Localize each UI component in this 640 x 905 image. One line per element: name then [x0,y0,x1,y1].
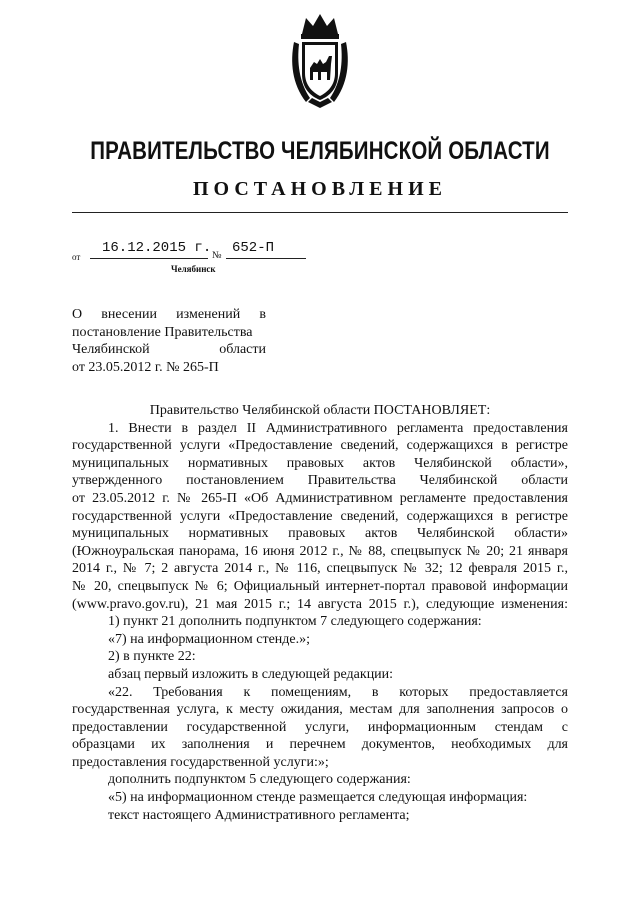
subject-line: постановление Правительства [72,324,253,340]
government-title: ПРАВИТЕЛЬСТВО ЧЕЛЯБИНСКОЙ ОБЛАСТИ [90,137,550,165]
body-line: государственная услуга, к месту ожидания, местам для заполнения запросов о [72,702,568,718]
body-line: дополнить подпунктом 5 следующего содержания: [108,772,411,788]
body-line: «22. Требования к помещениям, в которых предоставляется [108,684,568,700]
body-line: «7) на информационном стенде.»; [108,631,311,647]
body-line: 2) в пункте 22: [108,649,196,665]
body-line: 2014 г., № 7; 2 августа 2014 г., № 116, спецвыпуск № 32; 12 февраля 2015 г., [72,561,568,577]
body-line: муниципальных нормативных правовых актов Челябинской области», [72,455,568,471]
number-label: № [212,250,222,261]
body-line: текст настоящего Административного регламента; [108,807,410,823]
subject-block [72,306,266,376]
body-line: государственной услуги «Предоставление сведений, содержащихся в регистре [72,438,568,454]
body-line: государственной услуги «Предоставление сведений, содержащихся в регистре [72,508,568,524]
city-label: Челябинск [171,264,216,274]
body-line: (Южноуральская панорама, 16 июня 2012 г., № 88, спецвыпуск № 20; 21 января [72,543,568,559]
body-line: 1) пункт 21 дополнить подпунктом 7 следующего содержания: [108,614,482,630]
subject-line: от 23.05.2012 г. № 265-П [72,359,219,375]
body-line: (www.pravo.gov.ru), 21 мая 2015 г.; 14 августа 2015 г.), следующие изменения: [72,596,568,612]
body-line: 1. Внести в раздел II Административного регламента предоставления [108,420,568,436]
body-line: «5) на информационном стенде размещается следующая информация: [108,790,528,806]
date-underline [90,258,208,259]
body-line: предоставлении государственной услуги, информационным стендам с [72,719,568,735]
date-number-bar [72,238,372,278]
body-line: абзац первый изложить в следующей редакции: [108,666,394,682]
document-number: 652-П [232,240,275,256]
body-line: образцами их заполнения и перечнем документов, необходимых для [72,737,568,753]
body-line: муниципальных нормативных правовых актов Челябинской области» [72,526,568,542]
from-label: от [72,252,81,262]
header-divider [72,212,568,213]
body-line: № 20, спецвыпуск № 6; Официальный интернет-портал правовой информации [72,578,568,594]
number-underline [226,258,306,259]
document-date: 16.12.2015 г. [102,240,212,256]
body-line: утвержденного постановлением Правительства Челябинской области [72,473,568,489]
body-line: предоставления государственной услуги:»; [72,754,329,770]
preamble: Правительство Челябинской области ПОСТАНОВЛЯЕТ: [149,403,491,418]
document-body [72,402,568,824]
body-line: от 23.05.2012 г. № 265-П «Об Административном регламенте предоставления [72,490,568,506]
subject-line: Челябинской области [72,342,266,357]
subject-line: О внесении изменений в [72,307,266,322]
document-type: ПОСТАНОВЛЕНИЕ [193,178,447,200]
coat-of-arms-emblem [288,12,352,110]
